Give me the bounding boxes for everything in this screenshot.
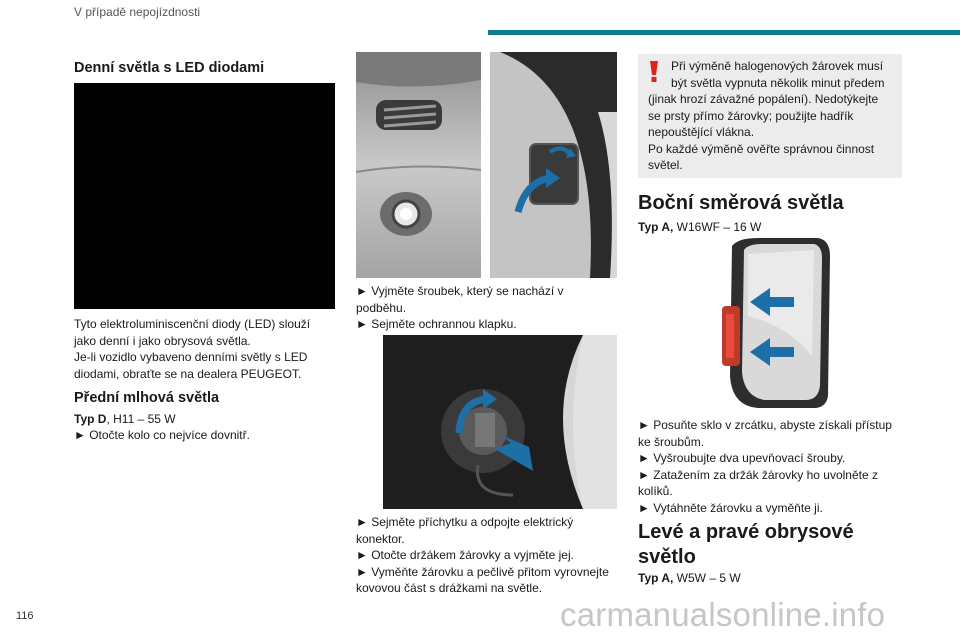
step-line: podběhu. xyxy=(356,300,407,315)
watermark: carmanualsonline.info xyxy=(560,596,886,633)
position-lights-heading xyxy=(638,520,854,570)
step-line: ► Posuňte sklo v zrcátku, abyste získali přístup xyxy=(638,418,892,432)
step-line: ► Sejměte příchytku a odpojte elektrický xyxy=(356,515,574,529)
position-spec xyxy=(638,570,741,586)
exclamation-icon xyxy=(647,61,661,83)
step-line: ► Sejměte ochrannou klapku. xyxy=(356,317,517,331)
fog-heading: Přední mlhová světla xyxy=(74,390,220,406)
warning-line: světel. xyxy=(648,158,683,172)
step-line: ► Vyměňte žárovku a pečlivě přitom vyrovnejte xyxy=(356,564,609,579)
fog-spec xyxy=(74,411,176,427)
warning-line: být světla vypnuta několik minut předem xyxy=(671,75,885,90)
led-text-line: Je-li vozidlo vybaveno denními světly s LED xyxy=(74,350,308,364)
warning-first-lines xyxy=(671,58,901,91)
side-indicators-heading: Boční směrová světla xyxy=(638,192,844,214)
fog-lamp-photo xyxy=(383,335,617,509)
fog-steps xyxy=(74,427,250,444)
warning-line: nepouštějící vlákna. xyxy=(648,125,755,139)
side-steps xyxy=(638,417,918,516)
side-spec-type: Typ A, xyxy=(638,220,674,234)
mirror-photo xyxy=(718,236,834,411)
header-accent-bar xyxy=(488,30,960,35)
side-spec-value: W16WF – 16 W xyxy=(673,220,762,234)
step-line: kolíků. xyxy=(638,484,673,498)
warning-line: (jinak hrozí závažné popálení). Nedotýkejte xyxy=(648,92,879,106)
steps-b xyxy=(356,514,636,597)
step-line: ► Zatažením za držák žárovky ho uvolněte z xyxy=(638,467,878,482)
led-text-line: Tyto elektroluminiscenční diody (LED) slouží xyxy=(74,317,311,331)
step-line: kovovou část s drážkami na světle. xyxy=(356,581,543,595)
step-line: ke šroubům. xyxy=(638,434,705,449)
fog-step: ► Otočte kolo co nejvíce dovnitř. xyxy=(74,428,250,442)
step-line: ► Otočte držákem žárovky a vyjměte jej. xyxy=(356,548,574,562)
steps-a xyxy=(356,283,626,333)
fog-spec-type: Typ D xyxy=(74,412,107,426)
step-line: ► Vytáhněte žárovku a vyměňte ji. xyxy=(638,500,823,515)
fog-spec-value: , H11 – 55 W xyxy=(106,412,176,426)
page-number: 116 xyxy=(16,610,34,622)
position-heading-line: světlo xyxy=(638,546,696,568)
step-line: ► Vyjměte šroubek, který se nachází v xyxy=(356,284,564,298)
warning-line: Po každé výměně ověřte správnou činnost xyxy=(648,141,875,156)
side-spec xyxy=(638,219,761,235)
led-heading: Denní světla s LED diodami xyxy=(74,60,265,76)
position-spec-type: Typ A, xyxy=(638,571,674,585)
led-text-line: jako denní i jako obrysová světla. xyxy=(74,333,251,348)
position-spec-value: W5W – 5 W xyxy=(673,571,741,585)
step-line: ► Vyšroubujte dva upevňovací šrouby. xyxy=(638,451,846,465)
led-text xyxy=(74,316,344,382)
led-photo xyxy=(74,83,335,309)
warning-line: se prsty přímo žárovky; použijte hadřík xyxy=(648,108,854,123)
running-title: V případě nepojízdnosti xyxy=(74,5,201,19)
led-text-line: diodami, obraťte se na dealera PEUGEOT. xyxy=(74,366,302,381)
warning-line: Při výměně halogenových žárovek musí xyxy=(671,59,884,73)
bumper-photo xyxy=(356,52,481,278)
step-line: konektor. xyxy=(356,531,405,546)
wheel-arch-photo xyxy=(490,52,617,278)
warning-text xyxy=(648,91,900,174)
position-heading-line: Levé a pravé obrysové xyxy=(638,521,854,543)
